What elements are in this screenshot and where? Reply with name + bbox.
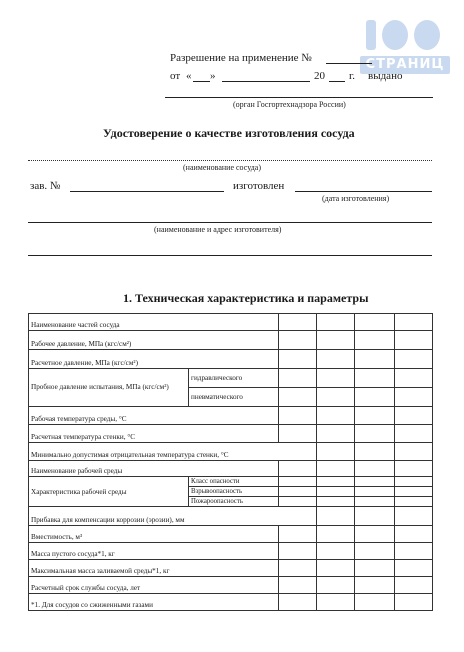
value-cell[interactable]: [395, 443, 433, 461]
value-cell[interactable]: [395, 543, 433, 560]
table-row: [29, 331, 433, 350]
authority-line[interactable]: [165, 97, 433, 98]
value-cell[interactable]: [355, 487, 395, 497]
value-cell[interactable]: [279, 497, 317, 507]
vessel-name-line[interactable]: [28, 160, 432, 161]
table-row: [29, 369, 433, 388]
value-cell[interactable]: [395, 388, 433, 407]
footnote: *1. Для сосудов со сжиженными газами: [29, 594, 279, 611]
value-cell[interactable]: [317, 577, 355, 594]
year-suffix: г.: [349, 70, 356, 82]
value-cell[interactable]: [279, 487, 317, 497]
value-cell[interactable]: [355, 594, 395, 611]
sub-label: Взрывоопасность: [189, 487, 279, 497]
value-cell[interactable]: [279, 350, 317, 369]
value-cell[interactable]: [279, 526, 317, 543]
issued-label: выдано: [368, 70, 403, 82]
value-cell[interactable]: [355, 350, 395, 369]
value-cell[interactable]: [317, 594, 355, 611]
manufacture-date-field[interactable]: [295, 191, 432, 192]
quote-close: »: [210, 70, 216, 82]
value-cell[interactable]: [279, 388, 317, 407]
table-row: [29, 407, 433, 425]
value-cell[interactable]: [395, 461, 433, 477]
manufacturer-caption: (наименование и адрес изготовителя): [154, 225, 282, 234]
manufactured-label: изготовлен: [233, 180, 285, 192]
value-cell[interactable]: [355, 477, 395, 487]
value-cell[interactable]: [355, 407, 395, 425]
value-cell[interactable]: [355, 560, 395, 577]
value-cell[interactable]: [395, 369, 433, 388]
table-row: [29, 425, 433, 443]
table-row: [29, 560, 433, 577]
row-label: Прибавка для компенсации коррозии (эрозии), мм: [29, 507, 317, 526]
table-row: [29, 594, 433, 611]
value-cell[interactable]: [395, 497, 433, 507]
value-cell[interactable]: [317, 407, 355, 425]
value-cell[interactable]: [395, 560, 433, 577]
table-row: [29, 526, 433, 543]
value-cell[interactable]: [395, 477, 433, 487]
table-row: [29, 543, 433, 560]
from-label: от: [170, 70, 181, 82]
value-cell[interactable]: [279, 577, 317, 594]
serial-number-field[interactable]: [70, 191, 224, 192]
date-caption: (дата изготовления): [322, 194, 390, 203]
value-cell[interactable]: [395, 526, 433, 543]
logo-digit-zero: [382, 20, 408, 50]
row-label: Наименование частей сосуда: [29, 314, 279, 331]
table-row: [29, 577, 433, 594]
value-cell[interactable]: [317, 526, 355, 543]
value-cell[interactable]: [355, 369, 395, 388]
manufacturer-line-2[interactable]: [28, 255, 432, 256]
serial-label: зав. №: [30, 180, 61, 192]
technical-parameters-table: [28, 313, 433, 611]
year-field[interactable]: [329, 81, 345, 82]
row-label: Рабочая температура среды, °С: [29, 407, 279, 425]
value-cell[interactable]: [355, 497, 395, 507]
value-cell[interactable]: [355, 461, 395, 477]
table-row: [29, 443, 433, 461]
value-cell[interactable]: [395, 577, 433, 594]
row-label: Рабочее давление, МПа (кгс/см²): [29, 331, 279, 350]
value-cell[interactable]: [317, 314, 355, 331]
row-label: Наименование рабочей среды: [29, 461, 279, 477]
logo-digit-one: [366, 20, 376, 50]
row-label: Максимальная масса заливаемой среды*1, кг: [29, 560, 279, 577]
value-cell[interactable]: [395, 594, 433, 611]
value-cell[interactable]: [317, 461, 355, 477]
value-cell[interactable]: [279, 543, 317, 560]
sub-label: пневматического: [189, 388, 279, 407]
value-cell[interactable]: [355, 507, 395, 526]
value-cell[interactable]: [279, 594, 317, 611]
value-cell[interactable]: [279, 407, 317, 425]
row-label: Масса пустого сосуда*1, кг: [29, 543, 279, 560]
value-cell[interactable]: [317, 560, 355, 577]
authority-caption: (орган Госгортехнадзора России): [233, 100, 346, 109]
value-cell[interactable]: [395, 350, 433, 369]
value-cell[interactable]: [395, 314, 433, 331]
row-label: Расчетный срок службы сосуда, лет: [29, 577, 279, 594]
value-cell[interactable]: [355, 331, 395, 350]
value-cell[interactable]: [395, 331, 433, 350]
vessel-caption: (наименование сосуда): [183, 163, 261, 172]
value-cell[interactable]: [395, 407, 433, 425]
value-cell[interactable]: [317, 477, 355, 487]
permit-number-field[interactable]: [326, 63, 372, 64]
logo-digit-zero: [414, 20, 440, 50]
section-title: 1. Техническая характеристика и параметры: [123, 291, 369, 305]
value-cell[interactable]: [317, 425, 355, 443]
value-cell[interactable]: [279, 477, 317, 487]
row-label: Характеристика рабочей среды: [29, 477, 189, 507]
value-cell[interactable]: [395, 507, 433, 526]
value-cell[interactable]: [355, 314, 395, 331]
sub-label: Пожароопасность: [189, 497, 279, 507]
value-cell[interactable]: [279, 331, 317, 350]
table-row: [29, 461, 433, 477]
value-cell[interactable]: [317, 331, 355, 350]
value-cell[interactable]: [355, 526, 395, 543]
value-cell[interactable]: [317, 388, 355, 407]
value-cell[interactable]: [279, 369, 317, 388]
quote-open: «: [186, 70, 192, 82]
permit-label: Разрешение на применение №: [170, 52, 312, 64]
row-label: Пробное давление испытания, МПа (кгс/см²): [29, 369, 189, 407]
row-label: Расчетное давление, МПа (кгс/см²): [29, 350, 279, 369]
table-row: [29, 507, 433, 526]
year-prefix: 20: [314, 70, 325, 82]
value-cell[interactable]: [395, 487, 433, 497]
value-cell[interactable]: [355, 577, 395, 594]
value-cell[interactable]: [317, 369, 355, 388]
sub-label: гидравлического: [189, 369, 279, 388]
watermark-logo: [360, 16, 450, 78]
value-cell[interactable]: [317, 487, 355, 497]
value-cell[interactable]: [279, 461, 317, 477]
sub-label: Класс опасности: [189, 477, 279, 487]
day-field[interactable]: [193, 81, 210, 82]
value-cell[interactable]: [355, 543, 395, 560]
manufacturer-line[interactable]: [28, 222, 432, 223]
value-cell[interactable]: [317, 497, 355, 507]
value-cell[interactable]: [317, 543, 355, 560]
value-cell[interactable]: [317, 443, 355, 461]
table-row: [29, 477, 433, 487]
value-cell[interactable]: [317, 507, 355, 526]
month-field[interactable]: [222, 81, 310, 82]
value-cell[interactable]: [279, 425, 317, 443]
value-cell[interactable]: [355, 388, 395, 407]
table-row: [29, 314, 433, 331]
row-label: Минимально допустимая отрицательная температура стенки, °С: [29, 443, 317, 461]
table-row: [29, 350, 433, 369]
value-cell[interactable]: [355, 443, 395, 461]
value-cell[interactable]: [317, 350, 355, 369]
logo-word: СТРАНИЦ: [365, 57, 445, 72]
value-cell[interactable]: [355, 425, 395, 443]
value-cell[interactable]: [279, 314, 317, 331]
value-cell[interactable]: [279, 560, 317, 577]
row-label: Вместимость, м³: [29, 526, 279, 543]
row-label: Расчетная температура стенки, °С: [29, 425, 279, 443]
value-cell[interactable]: [395, 425, 433, 443]
certificate-title: Удостоверение о качестве изготовления сосуда: [103, 126, 355, 140]
